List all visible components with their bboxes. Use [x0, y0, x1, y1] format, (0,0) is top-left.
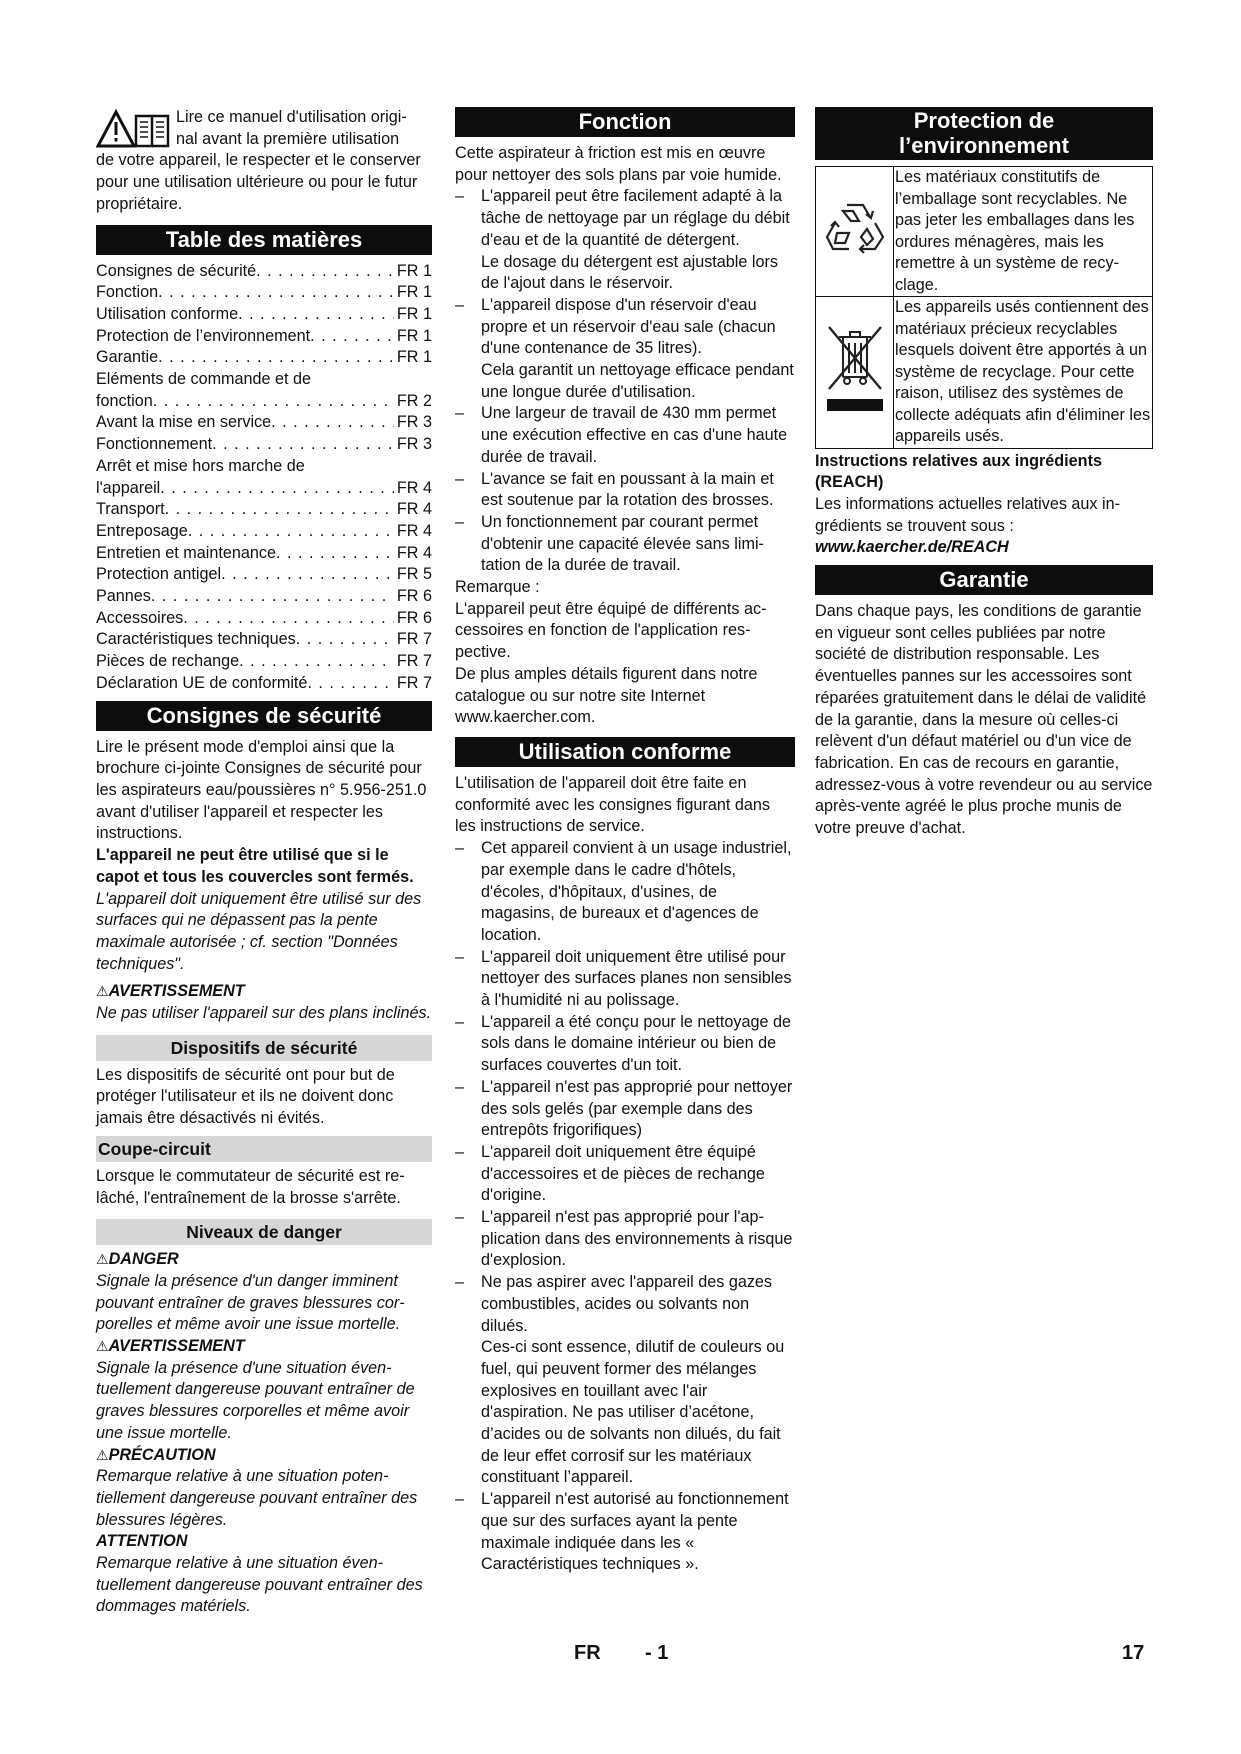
- list-item-subtext: Cela garantit un nettoyage efficace pendant une longue durée d'utilisation.: [481, 361, 794, 401]
- safety-bold-text: L'appareil ne peut être utilisé que si le capot et tous les couvercles sont fermés.: [96, 846, 414, 886]
- toc-label: fonction: [96, 391, 153, 410]
- warning-title: [96, 981, 432, 1003]
- list-item-text: Un fonctionnement par courant permet d'obtenir une capacité élevée sans limitation de la durée de travail.: [481, 512, 764, 575]
- table-row: [816, 167, 1153, 297]
- toc-leader: [271, 412, 394, 434]
- toc-row[interactable]: [96, 651, 432, 673]
- toc-label: Protection antigel: [96, 565, 222, 584]
- toc-leader: [165, 499, 394, 521]
- more-info-text: De plus amples détails figurent dans notre catalogue ou sur notre site Internet www.kaercher.com.: [455, 664, 758, 727]
- safety-italic-text: L'appareil doit uniquement être utilisé sur des surfaces qui ne dépassent pas la pente maximale autorisée ; cf. section "Données techniques".: [96, 889, 422, 973]
- reach-text: Les informations actuelles relatives aux ingrédients se trouvent sous :: [815, 494, 1121, 535]
- toc-leader: [158, 282, 394, 304]
- danger-title-text: DANGER: [108, 1250, 179, 1269]
- devices-heading: Dispositifs de sécurité: [96, 1035, 432, 1061]
- devices-text: Les dispositifs de sécurité ont pour but de protéger l'utilisateur et ils ne doivent donc jamais être désactivés ni évités.: [96, 1065, 395, 1128]
- list-item: [455, 469, 795, 512]
- crossed-bin-icon: [823, 323, 887, 415]
- remark-text: L'appareil peut être équipé de différents accessoires en fonction de l'application respective.: [455, 599, 767, 662]
- footer-language: FR: [574, 1642, 601, 1664]
- attention-title: ATTENTION: [96, 1532, 188, 1551]
- danger-title: [96, 1249, 432, 1271]
- remark-label: Remarque :: [455, 578, 540, 597]
- list-item-text: Cet appareil convient à un usage industriel, par exemple dans le cadre d'hôtels, d'écoles, d'hôpitaux, d'usines, de magasins, de bureaux et d'agences de location.: [481, 839, 792, 944]
- toc-row[interactable]: [96, 629, 432, 651]
- caution-title: [96, 1445, 432, 1467]
- list-item: [455, 1077, 795, 1142]
- toc-page: FR 1: [396, 261, 432, 280]
- function-intro: Cette aspirateur à friction est mis en œuvre pour nettoyer des sols plans par voie humide.: [455, 144, 782, 184]
- intro-rest: de votre appareil, le respecter et le conserver pour une utilisation ultérieure ou pour le futur propriétaire.: [96, 151, 421, 213]
- toc-label: Garantie: [96, 348, 159, 367]
- toc-page: FR 1: [396, 304, 432, 323]
- toc-leader: [151, 586, 394, 608]
- intro-line-1: Lire ce manuel d'utilisation origi-: [176, 108, 407, 126]
- use-heading: Utilisation conforme: [455, 737, 795, 767]
- list-item-text: L'appareil dispose d'un réservoir d'eau propre et un réservoir d'eau sale (chacun d'une contenance de 35 litres).: [481, 295, 776, 358]
- toc-label: Fonctionnement: [96, 435, 213, 454]
- list-item: [455, 1489, 795, 1576]
- toc-label: Utilisation conforme: [96, 304, 239, 323]
- toc-label: Transport: [96, 500, 165, 519]
- toc-label: Pannes: [96, 587, 151, 606]
- toc-page: FR 7: [396, 630, 432, 649]
- warranty-text: Dans chaque pays, les conditions de garantie en vigueur sont celles publiées par notre société de distribution responsable. Les éventuelles pannes sur les accessoires sont réparées gratuitement dans le délai de validité de la garantie, dans la mesure où celles-ci relèvent d'un défaut matériel ou d'un vice de fabrication. En cas de recours en garantie, adressez-vous à votre revendeur ou au service après-vente agréé le plus proche munis de votre preuve d'achat.: [815, 602, 1153, 838]
- toc-page: FR 1: [396, 283, 432, 302]
- warning-triangle-icon: ⚠: [96, 1251, 109, 1268]
- list-item: [455, 186, 795, 295]
- list-item-text: L'appareil a été conçu pour le nettoyage de sols dans le domaine intérieur ou bien de surfaces couvertes d'un toit.: [481, 1012, 791, 1075]
- toc-label: Caractéristiques techniques: [96, 630, 296, 649]
- toc-page: FR 4: [396, 543, 432, 562]
- use-list: [455, 838, 795, 1576]
- reach-heading: Instructions relatives aux ingrédients (REACH): [815, 451, 1102, 492]
- toc-label: Pièces de rechange: [96, 652, 240, 671]
- list-item: [455, 1207, 795, 1272]
- toc-row[interactable]: [96, 304, 432, 326]
- warning2-text: Signale la présence d'une situation éventuellement dangereuse pouvant entraîner de graves blessures corporelles et même avoir une issue mortelle.: [96, 1358, 415, 1442]
- list-item-text: L'appareil doit uniquement être utilisé pour nettoyer des surfaces planes non sensibles à l'humidité ni au polissage.: [481, 947, 792, 1010]
- caution-title-text: PRÉCAUTION: [108, 1445, 216, 1464]
- list-item: [455, 295, 795, 404]
- warning-title-text: AVERTISSEMENT: [108, 982, 245, 1001]
- use-intro: L'utilisation de l'appareil doit être faite en conformité avec les consignes figurant dans les instructions de service.: [455, 773, 770, 836]
- list-item: [455, 1012, 795, 1077]
- toc-label: Accessoires: [96, 608, 184, 627]
- packaging-text: Les matériaux constitutifs de l’emballage sont recyclables. Ne pas jeter les emballages dans les ordures ménagères, mais les remettre à un système de recyclage.: [894, 167, 1153, 297]
- environment-table: [815, 166, 1153, 449]
- toc-label: Avant la mise en service: [96, 413, 272, 432]
- toc-label: Arrêt et mise hors marche de: [96, 456, 305, 475]
- toc-heading: Table des matières: [96, 225, 432, 255]
- toc-row[interactable]: [96, 434, 432, 456]
- toc-row[interactable]: [96, 586, 432, 608]
- weee-cell: [816, 297, 894, 449]
- toc-label: l'appareil: [96, 478, 161, 497]
- warning-manual-icon: [96, 108, 170, 150]
- list-item-subtext: Le dosage du détergent est ajustable lors de l'ajout dans le réservoir.: [481, 252, 778, 293]
- list-item-text: Ne pas aspirer avec l'appareil des gazes combustibles, acides ou solvants non dilués.: [481, 1273, 773, 1335]
- list-item: [455, 1142, 795, 1207]
- toc-leader: [239, 651, 394, 673]
- toc-leader: [221, 564, 394, 586]
- warning2-title-text: AVERTISSEMENT: [108, 1337, 245, 1356]
- list-item-subtext: Ces-ci sont essence, dilutif de couleurs ou fuel, qui peuvent former des mélanges explosives en touillant avec l'air d'aspiration. Ne pas utiliser d’acétone, d’acides ou de solvants non dilués, du fait de leur effet corrosif sur les matériaux constituant l’appareil.: [481, 1338, 785, 1487]
- toc-page: FR 1: [396, 326, 432, 345]
- column-right: [815, 107, 1153, 840]
- warning-triangle-icon: ⚠: [96, 1338, 109, 1355]
- warning2-title: [96, 1336, 432, 1358]
- toc-page: FR 3: [396, 413, 432, 432]
- table-of-contents: [96, 261, 432, 695]
- danger-text: Signale la présence d'un danger imminent pouvant entraîner de graves blessures corporelles et même avoir une issue mortelle.: [96, 1271, 405, 1334]
- list-item: [455, 1272, 795, 1489]
- table-row: [816, 297, 1153, 449]
- toc-row[interactable]: [96, 412, 432, 434]
- toc-leader: [188, 521, 394, 543]
- function-heading: Fonction: [455, 107, 795, 137]
- toc-page: FR 3: [396, 435, 432, 454]
- toc-page: FR 7: [396, 673, 432, 692]
- warranty-heading: Garantie: [815, 565, 1153, 595]
- list-item: [455, 838, 795, 947]
- toc-leader: [256, 261, 394, 283]
- toc-label: Consignes de sécurité: [96, 261, 257, 280]
- toc-page: FR 1: [396, 348, 432, 367]
- column-left: [96, 107, 432, 1618]
- toc-leader: [212, 434, 394, 456]
- function-list: [455, 186, 795, 577]
- toc-row[interactable]: [96, 347, 432, 369]
- toc-label: Fonction: [96, 283, 159, 302]
- toc-page: FR 6: [396, 587, 432, 606]
- toc-leader: [160, 478, 394, 500]
- list-item-text: L'appareil n'est autorisé au fonctionnement que sur des surfaces ayant la pente maximale indiquée dans les « Caractéristiques techniques ».: [481, 1490, 789, 1574]
- toc-label: Entretien et maintenance: [96, 543, 276, 562]
- safety-heading: Consignes de sécurité: [96, 701, 432, 731]
- toc-row[interactable]: [96, 369, 432, 391]
- recycle-icon: [823, 199, 887, 257]
- toc-leader: [183, 608, 394, 630]
- recycle-cell: [816, 167, 894, 297]
- environment-heading-line-1: Protection de: [913, 108, 1055, 133]
- list-item-text: L'avance se fait en poussant à la main et est soutenue par la rotation des brosses.: [481, 469, 774, 510]
- list-item-text: Une largeur de travail de 430 mm permet une exécution effective en cas d'une haute durée de travail.: [481, 404, 788, 466]
- toc-page: FR 5: [396, 565, 432, 584]
- toc-leader: [310, 326, 394, 348]
- toc-leader: [158, 347, 394, 369]
- cutout-heading: Coupe-circuit: [96, 1136, 432, 1162]
- list-item-text: L'appareil n'est pas approprié pour l'application dans des environnements à risque d'explosion.: [481, 1208, 793, 1270]
- toc-row[interactable]: [96, 543, 432, 565]
- intro-line-2: nal avant la première utilisation: [176, 129, 400, 148]
- toc-row[interactable]: [96, 282, 432, 304]
- toc-row[interactable]: [96, 564, 432, 586]
- intro: [96, 107, 432, 216]
- warning-triangle-icon: ⚠: [96, 983, 109, 1000]
- toc-page: FR 7: [396, 652, 432, 671]
- attention-text: Remarque relative à une situation éventuellement dangereuse pouvant entraîner des dommages matériels.: [96, 1554, 423, 1616]
- toc-row[interactable]: [96, 326, 432, 348]
- cutout-text: Lorsque le commutateur de sécurité est relâché, l'entraînement de la brosse s'arrête.: [96, 1166, 405, 1207]
- toc-leader: [238, 304, 394, 326]
- reach-link[interactable]: www.kaercher.de/REACH: [815, 538, 1009, 557]
- toc-page: FR 4: [396, 478, 432, 497]
- environment-heading: [815, 107, 1153, 160]
- list-item: [455, 512, 795, 577]
- toc-label: Eléments de commande et de: [96, 370, 312, 389]
- footer-section-page: - 1: [645, 1642, 669, 1664]
- toc-row[interactable]: [96, 456, 432, 478]
- safety-text: Lire le présent mode d'emploi ainsi que la brochure ci-jointe Consignes de sécurité pour les aspirateurs eau/poussières n° 5.956-251.0 avant d'utiliser l'appareil et respecter les instructions.: [96, 737, 427, 843]
- list-item-text: L'appareil n'est pas approprié pour nettoyer des sols gelés (par exemple dans des entrepôts frigorifiques): [481, 1077, 793, 1140]
- toc-leader: [153, 391, 394, 413]
- list-item-text: L'appareil doit uniquement être équipé d'accessoires et de pièces de rechange d'origine.: [481, 1142, 765, 1205]
- toc-row[interactable]: [96, 521, 432, 543]
- list-item: [455, 947, 795, 1012]
- toc-page: FR 4: [396, 500, 432, 519]
- toc-page: FR 4: [396, 521, 432, 540]
- levels-heading: Niveaux de danger: [96, 1219, 432, 1245]
- toc-page: FR 2: [396, 391, 432, 410]
- toc-row[interactable]: [96, 608, 432, 630]
- toc-leader: [307, 673, 393, 695]
- list-item-text: L'appareil peut être facilement adapté à la tâche de nettoyage par un réglage du débit d'eau et de la quantité de détergent.: [481, 187, 790, 249]
- environment-heading-line-2: l’environnement: [899, 133, 1069, 158]
- warning-text: Ne pas utiliser l'appareil sur des plans inclinés.: [96, 1004, 432, 1023]
- toc-label: Protection de l’environnement: [96, 326, 311, 345]
- toc-leader: [296, 629, 394, 651]
- toc-row[interactable]: [96, 391, 432, 413]
- footer-page-number: 17: [1122, 1642, 1145, 1664]
- list-item: [455, 403, 795, 468]
- toc-row[interactable]: [96, 261, 432, 283]
- warning-triangle-icon: ⚠: [96, 1446, 109, 1463]
- toc-row[interactable]: [96, 673, 432, 695]
- toc-label: Déclaration UE de conformité: [96, 673, 308, 692]
- toc-row[interactable]: [96, 478, 432, 500]
- used-devices-text: Les appareils usés contiennent des matériaux précieux recyclables lesquels doivent être apportés à un système de recyclage. Pour cette raison, utilisez des systèmes de collecte adéquats afin d'éliminer les appareils usés.: [894, 297, 1153, 449]
- toc-page: FR 6: [396, 608, 432, 627]
- toc-label: Entreposage: [96, 521, 188, 540]
- toc-row[interactable]: [96, 499, 432, 521]
- toc-leader: [276, 543, 394, 565]
- caution-text: Remarque relative à une situation potentiellement dangereuse pouvant entraîner des blessures légères.: [96, 1467, 418, 1529]
- column-middle: [455, 107, 795, 1576]
